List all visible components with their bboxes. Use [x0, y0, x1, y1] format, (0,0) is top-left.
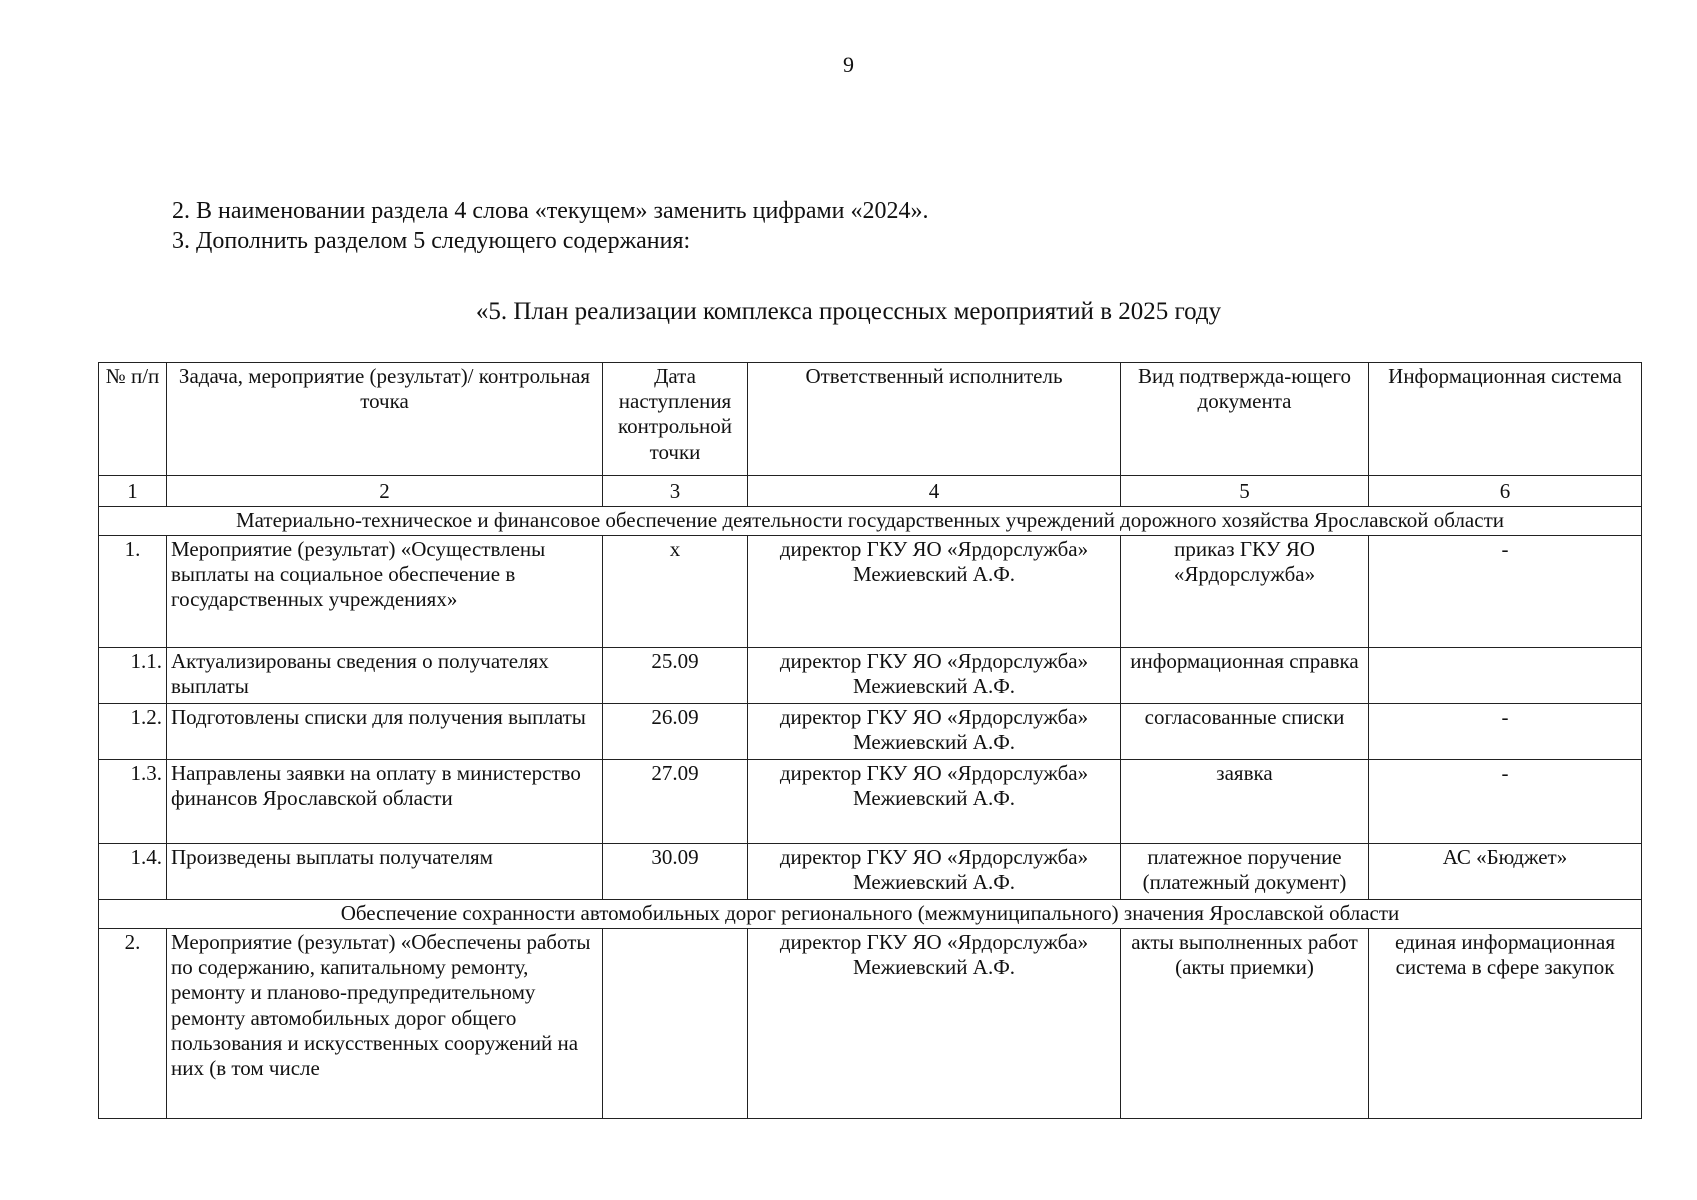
paragraph-2: 2. В наименовании раздела 4 слова «текущем» заменить цифрами «2024». [172, 198, 929, 224]
column-number: 5 [1121, 476, 1369, 507]
table-header-row [99, 363, 1642, 476]
row-system [1369, 648, 1642, 704]
row-number: 1.2. [99, 704, 167, 760]
row-system: единая информационная система в сфере закупок [1369, 929, 1642, 1119]
row-number: 1.3. [99, 760, 167, 844]
row-executor: директор ГКУ ЯО «Ярдорслужба» Межиевский А.Ф. [748, 536, 1121, 648]
row-number: 1.4. [99, 844, 167, 900]
row-system: - [1369, 760, 1642, 844]
row-document: информационная справка [1121, 648, 1369, 704]
row-task: Произведены выплаты получателям [167, 844, 603, 900]
row-date: х [603, 536, 748, 648]
section-row [99, 900, 1642, 929]
row-task: Подготовлены списки для получения выплаты [167, 704, 603, 760]
table-row [99, 929, 1642, 1119]
header-document: Вид подтвержда-ющего документа [1121, 363, 1369, 476]
row-document: акты выполненных работ (акты приемки) [1121, 929, 1369, 1119]
column-number: 1 [99, 476, 167, 507]
row-system: АС «Бюджет» [1369, 844, 1642, 900]
table-row [99, 536, 1642, 648]
section-row [99, 507, 1642, 536]
plan-table [98, 362, 1642, 1119]
column-number: 3 [603, 476, 748, 507]
row-executor: директор ГКУ ЯО «Ярдорслужба» Межиевский А.Ф. [748, 704, 1121, 760]
paragraph-3: 3. Дополнить разделом 5 следующего содержания: [172, 228, 691, 254]
row-task: Мероприятие (результат) «Обеспечены работы по содержанию, капитальному ремонту, ремонту и планово-предупредительному ремонту автомобильных дорог общего пользования и искусственных сооружений на них (в том числе [167, 929, 603, 1119]
row-date [603, 929, 748, 1119]
row-executor: директор ГКУ ЯО «Ярдорслужба» Межиевский А.Ф. [748, 760, 1121, 844]
column-number: 6 [1369, 476, 1642, 507]
header-num: № п/п [99, 363, 167, 476]
row-executor: директор ГКУ ЯО «Ярдорслужба» Межиевский А.Ф. [748, 648, 1121, 704]
section-heading: Материально-техническое и финансовое обеспечение деятельности государственных учреждений дорожного хозяйства Ярославской области [99, 507, 1642, 536]
row-date: 26.09 [603, 704, 748, 760]
table-row [99, 844, 1642, 900]
table-row [99, 760, 1642, 844]
page-number: 9 [843, 52, 854, 77]
row-task: Направлены заявки на оплату в министерство финансов Ярославской области [167, 760, 603, 844]
table-row [99, 648, 1642, 704]
row-number: 1.1. [99, 648, 167, 704]
row-system: - [1369, 536, 1642, 648]
row-document: согласованные списки [1121, 704, 1369, 760]
header-executor: Ответственный исполнитель [748, 363, 1121, 476]
row-date: 25.09 [603, 648, 748, 704]
row-system: - [1369, 704, 1642, 760]
row-document: заявка [1121, 760, 1369, 844]
section-heading: Обеспечение сохранности автомобильных дорог регионального (межмуниципального) значения Ярославской области [99, 900, 1642, 929]
row-document: приказ ГКУ ЯО «Ярдорслужба» [1121, 536, 1369, 648]
row-document: платежное поручение (платежный документ) [1121, 844, 1369, 900]
row-date: 27.09 [603, 760, 748, 844]
row-executor: директор ГКУ ЯО «Ярдорслужба» Межиевский А.Ф. [748, 844, 1121, 900]
row-date: 30.09 [603, 844, 748, 900]
column-number-row [99, 476, 1642, 507]
row-task: Мероприятие (результат) «Осуществлены выплаты на социальное обеспечение в государственных учреждениях» [167, 536, 603, 648]
row-task: Актуализированы сведения о получателях выплаты [167, 648, 603, 704]
column-number: 2 [167, 476, 603, 507]
section-title: «5. План реализации комплекса процессных мероприятий в 2025 году [475, 298, 1222, 325]
row-number: 2. [99, 929, 167, 1119]
header-system: Информационная система [1369, 363, 1642, 476]
column-number: 4 [748, 476, 1121, 507]
row-number: 1. [99, 536, 167, 648]
table-row [99, 704, 1642, 760]
row-executor: директор ГКУ ЯО «Ярдорслужба» Межиевский А.Ф. [748, 929, 1121, 1119]
header-task: Задача, мероприятие (результат)/ контрольная точка [167, 363, 603, 476]
header-date: Дата наступления контрольной точки [603, 363, 748, 476]
